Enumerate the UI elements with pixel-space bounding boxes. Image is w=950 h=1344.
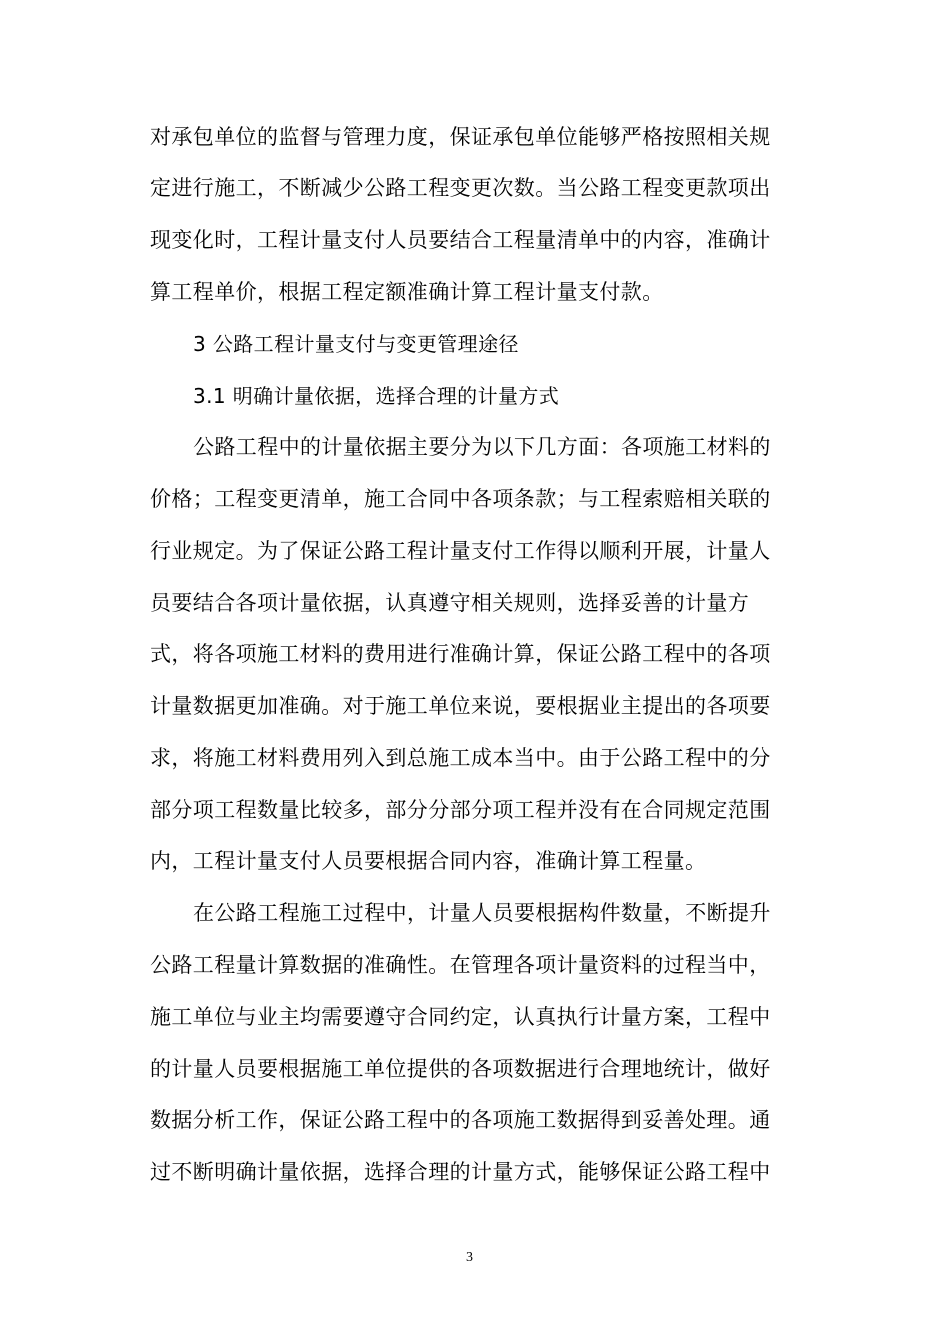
- paragraph-3-line-2: 公路工程量计算数据的准确性。在管理各项计量资料的过程当中，: [150, 953, 771, 977]
- paragraph-3-line-6: 过不断明确计量依据，选择合理的计量方式，能够保证公路工程中: [150, 1160, 771, 1184]
- paragraph-1-line-3: 现变化时，工程计量支付人员要结合工程量清单中的内容，准确计: [150, 228, 771, 252]
- page-number: 3: [466, 1250, 473, 1265]
- section-heading-3-1: 3.1 明确计量依据，选择合理的计量方式: [193, 384, 560, 408]
- paragraph-2-line-8: 部分项工程数量比较多，部分分部分项工程并没有在合同规定范围: [150, 798, 771, 822]
- paragraph-1-line-4: 算工程单价，根据工程定额准确计算工程计量支付款。: [150, 280, 664, 304]
- paragraph-3-line-4: 的计量人员要根据施工单位提供的各项数据进行合理地统计，做好: [150, 1057, 771, 1081]
- paragraph-2-line-9: 内，工程计量支付人员要根据合同内容，准确计算工程量。: [150, 849, 707, 873]
- paragraph-3-line-5: 数据分析工作，保证公路工程中的各项施工数据得到妥善处理。通: [150, 1108, 771, 1132]
- section-heading-3: 3 公路工程计量支付与变更管理途径: [193, 332, 519, 356]
- paragraph-2-line-3: 行业规定。为了保证公路工程计量支付工作得以顺利开展，计量人: [150, 539, 771, 563]
- paragraph-3-line-1: 在公路工程施工过程中，计量人员要根据构件数量，不断提升: [193, 901, 771, 925]
- paragraph-2-line-1: 公路工程中的计量依据主要分为以下几方面：各项施工材料的: [193, 435, 771, 459]
- paragraph-2-line-5: 式，将各项施工材料的费用进行准确计算，保证公路工程中的各项: [150, 642, 771, 666]
- paragraph-2-line-7: 求，将施工材料费用列入到总施工成本当中。由于公路工程中的分: [150, 746, 771, 770]
- paragraph-2-line-4: 员要结合各项计量依据，认真遵守相关规则，选择妥善的计量方: [150, 591, 750, 615]
- paragraph-2-line-2: 价格；工程变更清单，施工合同中各项条款；与工程索赔相关联的: [150, 487, 771, 511]
- paragraph-3-line-3: 施工单位与业主均需要遵守合同约定，认真执行计量方案，工程中: [150, 1005, 771, 1029]
- paragraph-2-line-6: 计量数据更加准确。对于施工单位来说，要根据业主提出的各项要: [150, 694, 771, 718]
- paragraph-1-line-2: 定进行施工，不断减少公路工程变更次数。当公路工程变更款项出: [150, 176, 771, 200]
- paragraph-1-line-1: 对承包单位的监督与管理力度，保证承包单位能够严格按照相关规: [150, 125, 771, 149]
